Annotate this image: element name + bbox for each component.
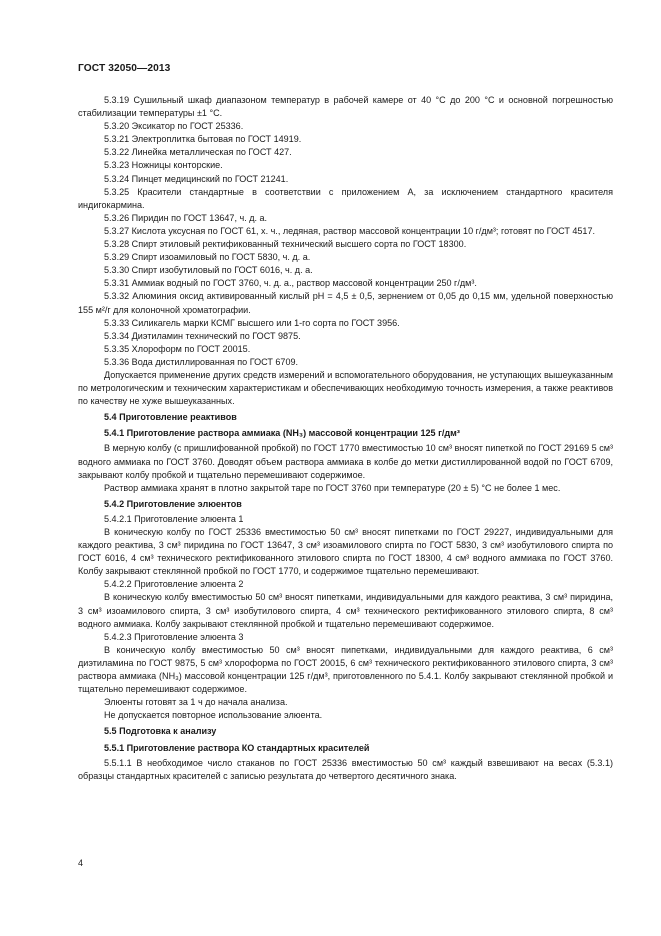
paragraph: 5.3.28 Спирт этиловый ректификованный технический высшего сорта по ГОСТ 18300. xyxy=(104,239,467,250)
section-heading: 5.4.2 Приготовление элюентов xyxy=(104,498,242,509)
paragraph: 5.5.1.1 В необходимое число стаканов по ГОСТ 25336 вместимостью 50 см³ каждый взвешивают на весах (5.3.1) образцы стандартных красителей с записью результата до четвертого десятичного знака. xyxy=(78,757,613,781)
paragraph: Элюенты готовят за 1 ч до начала анализа. xyxy=(104,697,288,708)
paragraph: В коническую колбу вместимостью 50 см³ вносят пипетками, индивидуальными для каждого реактива, 3 см³ пиридина, 3 см³ изоамилового спирта, 3 см³ изобутилового спирта, 4 см³ технического ректификованного этилового спирта, 8 см³ водного аммиака. Колбу закрывают стеклянной пробкой и тщательно перемешивают содержимое. xyxy=(78,592,613,629)
paragraph: 5.4.2.3 Приготовление элюента 3 xyxy=(104,631,244,642)
paragraph: 5.3.36 Вода дистиллированная по ГОСТ 6709. xyxy=(104,356,299,367)
paragraph: 5.3.23 Ножницы конторские. xyxy=(104,160,223,171)
paragraph: 5.3.35 Хлороформ по ГОСТ 20015. xyxy=(104,343,251,354)
paragraph: Не допускается повторное использование элюента. xyxy=(104,710,323,721)
paragraph: 5.3.32 Алюминия оксид активированный кислый pH = 4,5 ± 0,5, зернением от 0,05 до 0,15 мм, удельной поверхностью 155 м²/г для колоночной хроматографии. xyxy=(78,291,613,315)
section-heading: 5.5.1 Приготовление раствора КО стандартных красителей xyxy=(104,742,370,753)
paragraph: В коническую колбу по ГОСТ 25336 вместимостью 50 см³ вносят пипетками по ГОСТ 29227, индивидуальными для каждого реактива, 3 см³ пиридина по ГОСТ 13647, 3 см³ изоамилового спирта по ГОСТ 5830, 3 см³ изобутилового спирта по ГОСТ 6016, 4 см³ технического ректификованного этилового спирта по ГОСТ 18300, 4 см³ водного аммиака по ГОСТ 3760. Колбу закрывают стеклянной пробкой по ГОСТ 1770, и содержимое тщательно перемешивают. xyxy=(78,527,613,577)
paragraph: 5.4.2.1 Приготовление элюента 1 xyxy=(104,513,244,524)
paragraph: В мерную колбу (с пришлифованной пробкой) по ГОСТ 1770 вместимостью 10 см³ вносят пипеткой по ГОСТ 29169 5 см³ водного аммиака по ГОСТ 3760. Доводят объем раствора аммиака в колбе до метки дистиллированной водой по ГОСТ 6709, закрывают колбу пробкой и тщательно перемешивают содержимое. xyxy=(78,443,613,480)
paragraph: 5.3.20 Эксикатор по ГОСТ 25336. xyxy=(104,121,244,132)
paragraph: 5.3.26 Пиридин по ГОСТ 13647, ч. д. а. xyxy=(104,212,268,223)
paragraph: 5.3.33 Силикагель марки КСМГ высшего или 1-го сорта по ГОСТ 3956. xyxy=(104,317,400,328)
paragraph: 5.3.34 Диэтиламин технический по ГОСТ 9875. xyxy=(104,330,301,341)
paragraph: Допускается применение других средств измерений и вспомогательного оборудования, не уступающих вышеуказанным по метрологическим и техническим характеристикам и обеспечивающих необходимую точность измерения, а также реактивов по качеству не хуже вышеуказанных. xyxy=(78,369,614,407)
paragraph: 5.3.29 Спирт изоамиловый по ГОСТ 5830, ч. д. а. xyxy=(104,252,311,263)
paragraph: 5.4.2.2 Приготовление элюента 2 xyxy=(104,579,244,590)
paragraph: Раствор аммиака хранят в плотно закрытой таре по ГОСТ 3760 при температуре (20 ± 5) °С не более 1 мес. xyxy=(104,482,561,493)
paragraph: 5.3.19 Сушильный шкаф диапазоном температур в рабочей камере от 40 °С до 200 °С и основной погрешностью стабилизации температуры ±1 °С. xyxy=(78,95,613,119)
section-heading: 5.5 Подготовка к анализу xyxy=(104,726,217,737)
paragraph: 5.3.30 Спирт изобутиловый по ГОСТ 6016, ч. д. а. xyxy=(104,265,313,276)
paragraph: 5.3.27 Кислота уксусная по ГОСТ 61, х. ч., ледяная, раствор массовой концентрации 10 г/дм³; готовят по ГОСТ 4517. xyxy=(104,225,596,236)
page-number: 4 xyxy=(78,858,84,868)
paragraph: 5.3.21 Электроплитка бытовая по ГОСТ 14919. xyxy=(104,134,302,145)
paragraph: 5.3.31 Аммиак водный по ГОСТ 3760, ч. д. а., раствор массовой концентрации 250 г/дм³. xyxy=(104,278,477,289)
paragraph: 5.3.22 Линейка металлическая по ГОСТ 427. xyxy=(104,147,292,158)
paragraph: 5.3.24 Пинцет медицинский по ГОСТ 21241. xyxy=(104,173,289,184)
section-heading: 5.4.1 Приготовление раствора аммиака (NH₃) массовой концентрации 125 г/дм³ xyxy=(104,428,460,439)
document-body xyxy=(78,94,613,783)
document-header: ГОСТ 32050—2013 xyxy=(78,63,171,74)
paragraph: 5.3.25 Красители стандартные в соответствии с приложением А, за исключением стандартного красителя индигокармина. xyxy=(78,186,613,210)
section-heading: 5.4 Приготовление реактивов xyxy=(104,412,237,423)
paragraph: В коническую колбу вместимостью 50 см³ вносят пипетками, индивидуальными для каждого реактива, 6 см³ диэтиламина по ГОСТ 9875, 5 см³ хлороформа по ГОСТ 20015, 6 см³ технического ректификованного этилового спирта, 3 см³ раствора аммиака (NH₃) массовой концентрации 125 г/дм³, приготовленного по 5.4.1. Колбу закрывают стеклянной пробкой и тщательно перемешивают содержимое. xyxy=(78,644,613,695)
